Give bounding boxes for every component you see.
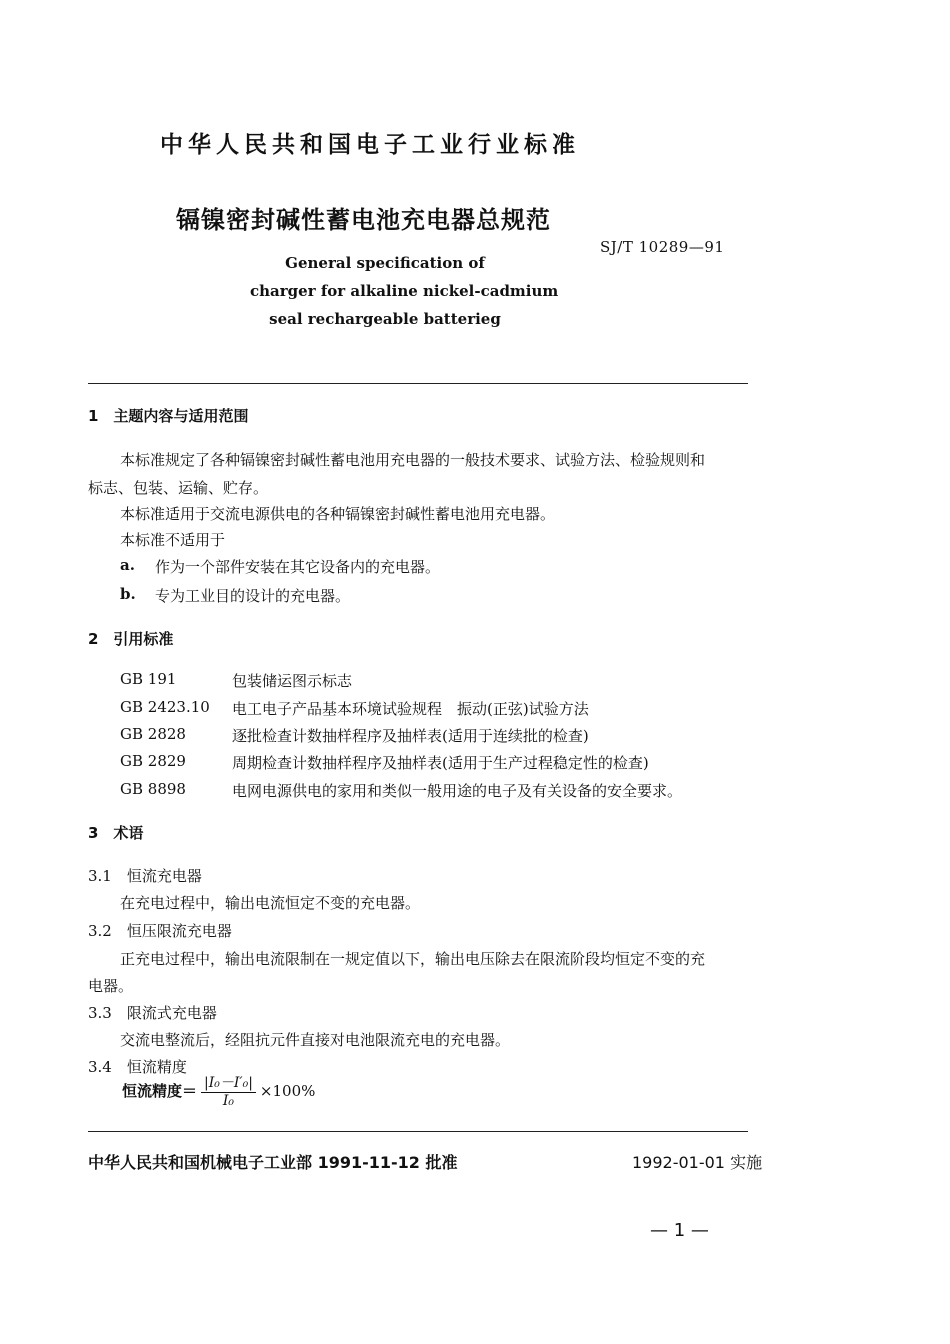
list-item: 作为一个部件安装在其它设备内的充电器。: [155, 558, 441, 576]
section-1-paragraph-1-line-1: 本标准规定了各种镉镍密封碱性蓄电池用充电器的一般技术要求、试验方法、检验规则和: [120, 451, 706, 469]
formula-denominator: I₀: [222, 1093, 235, 1109]
footer-divider: [88, 1131, 748, 1132]
term-3-4-heading: 3.4 恒流精度: [88, 1058, 187, 1076]
reference-title: 周期检查计数抽样程序及抽样表(适用于生产过程稳定性的检查): [232, 754, 649, 772]
formula: [122, 1072, 315, 1109]
reference-code: GB 8898: [120, 780, 186, 798]
term-3-2-heading: 3.2 恒压限流充电器: [88, 922, 232, 940]
formula-suffix: ×100%: [259, 1081, 316, 1100]
reference-code: GB 2423.10: [120, 698, 210, 716]
term-3-3-heading: 3.3 限流式充电器: [88, 1004, 217, 1022]
section-1-paragraph-1-line-2: 标志、包装、运输、贮存。: [88, 479, 269, 497]
section-1-paragraph-2: 本标准适用于交流电源供电的各种镉镍密封碱性蓄电池用充电器。: [120, 505, 556, 523]
document-title-cn: 镉镍密封碱性蓄电池充电器总规范: [176, 206, 551, 234]
reference-code: GB 2828: [120, 725, 186, 743]
term-3-2-definition-line-2: 电器。: [88, 977, 134, 995]
reference-title: 电工电子产品基本环境试验规程 振动(正弦)试验方法: [232, 700, 589, 718]
approval-line: 中华人民共和国机械电子工业部 1991-11-12 批准: [88, 1153, 458, 1172]
section-3-heading: 3 术语: [88, 824, 144, 842]
section-1-heading: 1 主题内容与适用范围: [88, 407, 249, 425]
term-3-3-definition: 交流电整流后，经阻抗元件直接对电池限流充电的充电器。: [120, 1031, 511, 1049]
term-3-1-heading: 3.1 恒流充电器: [88, 867, 202, 885]
reference-code: GB 2829: [120, 752, 186, 770]
section-1-paragraph-3: 本标准不适用于: [120, 531, 226, 549]
list-item: 专为工业目的设计的充电器。: [155, 587, 351, 605]
reference-title: 包装储运图示标志: [232, 672, 353, 690]
title-en-line-3: seal rechargeable batterieg: [269, 310, 501, 328]
list-item-marker: b.: [120, 585, 136, 603]
reference-code: GB 191: [120, 670, 177, 688]
section-2-heading: 2 引用标准: [88, 630, 174, 648]
term-3-2-definition-line-1: 正充电过程中，输出电流限制在一规定值以下，输出电压除去在限流阶段均恒定不变的充: [120, 950, 706, 968]
formula-fraction: [201, 1072, 256, 1109]
term-3-1-definition: 在充电过程中，输出电流恒定不变的充电器。: [120, 894, 421, 912]
standard-type-heading: 中华人民共和国电子工业行业标准: [160, 132, 580, 158]
top-divider: [88, 383, 748, 384]
title-en-line-1: General specification of: [285, 254, 485, 272]
formula-numerator: |I₀－I′₀|: [201, 1072, 256, 1093]
title-en-line-2: charger for alkaline nickel-cadmium: [250, 282, 559, 300]
implementation-date: 1992-01-01 实施: [632, 1153, 763, 1172]
page-number: — 1 —: [650, 1220, 709, 1241]
list-item-marker: a.: [120, 556, 135, 574]
reference-title: 逐批检查计数抽样程序及抽样表(适用于连续批的检查): [232, 727, 589, 745]
reference-title: 电网电源供电的家用和类似一般用途的电子及有关设备的安全要求。: [232, 782, 683, 800]
formula-label: 恒流精度＝: [122, 1082, 198, 1100]
standard-code: SJ/T 10289—91: [600, 238, 725, 256]
